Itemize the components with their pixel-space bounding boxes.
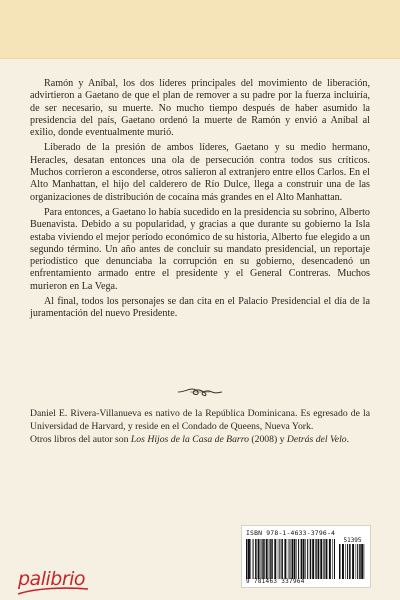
barcode-icon (246, 539, 336, 579)
synopsis-paragraph-1: Ramón y Aníbal, los dos líderes principales del movimiento de liberación, advirtieron a Gaetano de que el plan de remover a su padre por la fuerza incluiría, de ser necesario, su muerte. No mucho tiempo después de haber asumido la presidencia del país, Gaetano ordenó la muerte de Ramón y envió a Aníbal al exilio, donde eventualmente murió. (30, 78, 370, 139)
isbn-number: ISBN 978-1-4633-3796-4 (246, 529, 336, 537)
barcode-addon-number: 51395 (343, 537, 362, 544)
back-cover (0, 58, 400, 600)
author-bio (30, 408, 370, 447)
synopsis-paragraph-3: Para entonces, a Gaetano lo había sucedido en la presidencia su sobrino, Alberto Buenavista. Debido a su popularidad, y gracias a que durante su gobierno la Isla estaba viviendo el mejor período económico de su historia, Alberto fue elegido a un segundo término. Un año antes de concluir su mandato presidencial, un reportaje periodístico que denunciaba la corrupción en su gobierno, desencadenó un enfrentamiento armado entre el presidente y el General Contreras. Muchos murieron en La Vega. (30, 206, 370, 292)
barcode-box (241, 525, 371, 588)
barcode-addon-icon (339, 544, 366, 579)
top-color-band (0, 0, 400, 59)
synopsis-paragraph-4: Al final, todos los personajes se dan cita en el Palacio Presidencial el día de la juramentación del nuevo Presidente. (30, 296, 370, 320)
synopsis-text (30, 78, 370, 324)
publisher-logo-text: palibrio (18, 568, 86, 590)
book-year: (2008) y (248, 434, 287, 446)
synopsis-paragraph-2: Liberado de la presión de ambos líderes, Gaetano y su medio hermano, Heracles, desatan entonces una ola de persecución contra todos sus críticos. Muchos corrieron a esconderse, otros salieron al extranjero entre ellos Carlos. En el Alto Manhattan, el hijo del calderero de Río Dulce, llega a construir una de las organizaciones de distribución de cocaína más grandes en el Alto Manhattan. (30, 142, 370, 203)
logo-swoosh-icon (16, 586, 90, 596)
ean-number: 9 781463 337964 (246, 578, 305, 585)
book-title-1: Los Hijos de la Casa de Barro (130, 434, 249, 446)
book-title-2: Detrás del Velo (286, 434, 347, 446)
ornament-divider-icon (176, 385, 224, 399)
other-books-text (30, 434, 370, 447)
author-bio-text: Daniel E. Rivera-Villanueva es nativo de la República Dominicana. Es egresado de la Universidad de Harvard, y reside en el Condado de Queens, Nueva York. (30, 408, 370, 432)
publisher-logo (18, 568, 85, 590)
other-books-prefix: Otros libros del autor son (30, 434, 131, 446)
other-books-suffix: . (346, 434, 350, 446)
